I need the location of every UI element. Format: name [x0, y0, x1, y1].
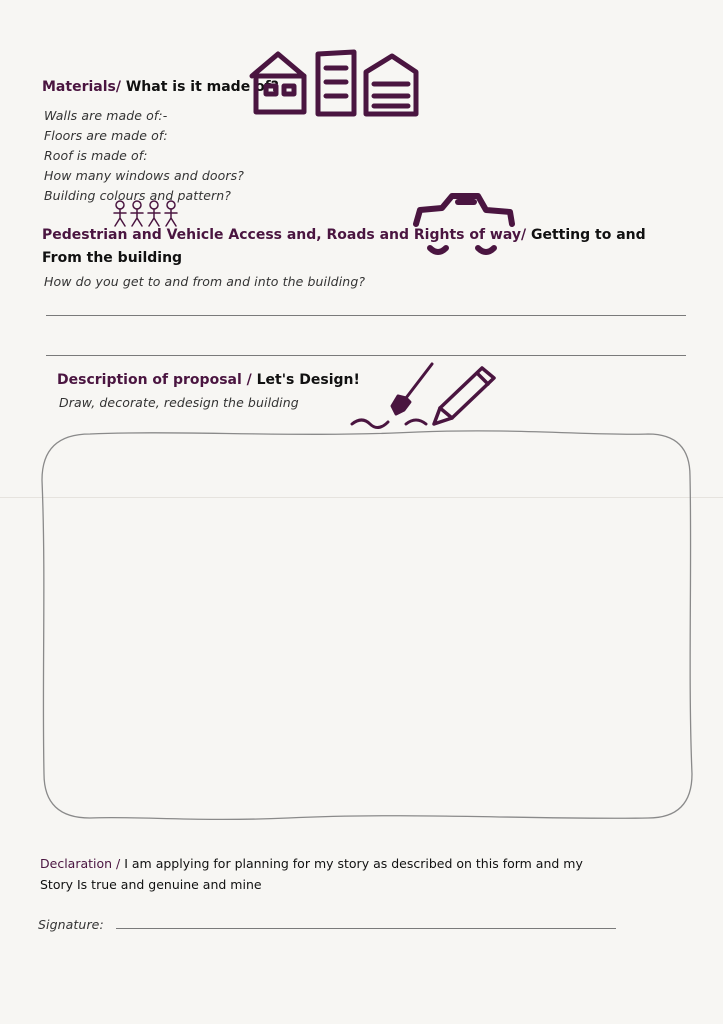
materials-heading-label: Materials/ — [42, 79, 121, 95]
proposal-heading-label: Description of proposal / — [57, 372, 252, 388]
materials-question-colours-pattern: Building colours and pattern? — [44, 188, 232, 203]
materials-question-windows-doors: How many windows and doors? — [44, 168, 244, 183]
access-subheading-line1: Getting to and — [531, 227, 646, 243]
people-icon — [112, 200, 182, 228]
car-icon — [412, 190, 516, 260]
access-answer-line-2[interactable] — [46, 355, 686, 356]
proposal-subheading: Let's Design! — [256, 372, 360, 388]
access-subheading-line2: From the building — [42, 250, 183, 266]
declaration-text-line1: I am applying for planning for my story as described on this form and my — [124, 856, 583, 871]
materials-heading — [42, 79, 279, 95]
declaration-text-line2: Story Is true and genuine and mine — [40, 877, 262, 892]
access-subheading-line2-wrap — [42, 250, 182, 266]
declaration-line2-wrap — [40, 877, 262, 892]
access-heading — [42, 227, 646, 243]
materials-subheading: What is it made of? — [125, 79, 279, 95]
materials-question-roof: Roof is made of: — [44, 148, 148, 163]
pencil-icon — [432, 364, 498, 428]
buildings-icon — [246, 46, 422, 118]
materials-question-floors: Floors are made of: — [44, 128, 168, 143]
declaration-heading-label: Declaration / — [40, 856, 121, 871]
signature-line[interactable] — [116, 928, 616, 929]
access-heading-label: Pedestrian and Vehicle Access and, Roads and Rights of way/ — [42, 227, 527, 243]
access-answer-line-1[interactable] — [46, 315, 686, 316]
signature-label: Signature: — [38, 917, 104, 932]
proposal-heading — [57, 372, 360, 388]
proposal-instruction: Draw, decorate, redesign the building — [59, 395, 299, 410]
access-question: How do you get to and from and into the building? — [44, 274, 366, 289]
materials-question-walls: Walls are made of:- — [44, 108, 168, 123]
declaration-heading — [40, 856, 583, 871]
drawing-area[interactable] — [38, 428, 698, 826]
